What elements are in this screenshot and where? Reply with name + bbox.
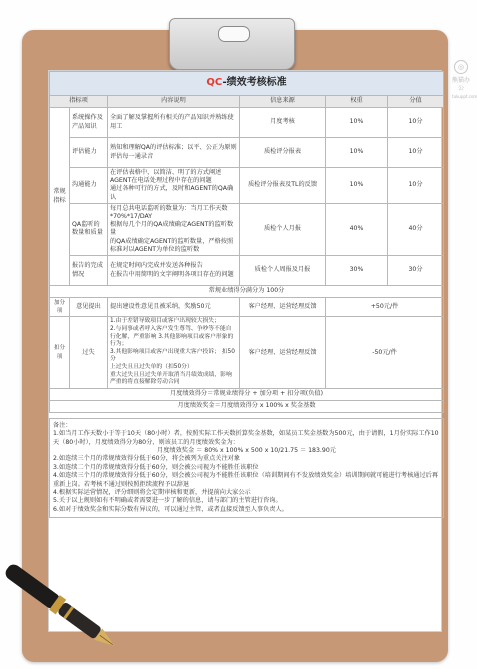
monthly-bonus-formula: 月度绩效奖金＝月度绩效得分 x 100% x 奖金基数 bbox=[50, 400, 444, 412]
fountain-pen-icon bbox=[0, 552, 130, 669]
title-row bbox=[50, 72, 444, 96]
penalty-item: 过失 bbox=[70, 317, 108, 388]
item-cell: QA监听的数量和质量 bbox=[70, 203, 108, 255]
header-weight: 权重 bbox=[326, 96, 388, 108]
item-cell: 系统操作及产品知识 bbox=[70, 108, 108, 138]
notes-cell bbox=[50, 418, 444, 517]
penalty-source: 客户经理、运营经理反馈 bbox=[240, 317, 326, 388]
penalty-value: -50元/件 bbox=[326, 317, 444, 388]
source-cell: 质检个人周报及月报 bbox=[240, 256, 326, 286]
bonus-value: +50元/件 bbox=[326, 298, 444, 317]
notes-row bbox=[50, 418, 444, 517]
score-cell: 30分 bbox=[388, 256, 444, 286]
logo-sub: tukuppt.com bbox=[452, 94, 477, 99]
logo-icon: ◎ bbox=[454, 60, 468, 74]
source-cell: 月度考核 bbox=[240, 108, 326, 138]
watermark-logo bbox=[452, 60, 477, 110]
title-suffix: -绩效考核标准 bbox=[222, 77, 287, 89]
monthly-score-formula: 月度绩效得分＝常规业绩得分 + 加分项 + 扣分项(负值) bbox=[50, 388, 444, 400]
table-row bbox=[50, 138, 444, 168]
desc-cell: 在评估表格中，以简洁、明了的方式阐述AGENT在电话处理过程中存在的问题 通过各种可行的方式，及时和AGENT的QA确认 bbox=[108, 168, 240, 204]
bonus-item: 意见提出 bbox=[70, 298, 108, 317]
source-cell: 质检个人月报 bbox=[240, 203, 326, 255]
document-title bbox=[50, 72, 444, 96]
item-cell: 沟通能力 bbox=[70, 168, 108, 204]
penalty-desc: 1.由于差错导致项目或客户出现较大损失； 2.与同事或者呼入客户发生尊驾、争吵等不能自行化解，严重影响 3.其他影响项目或客户形象的行为； 3.其他影响项目或客户出现重大客户投诉； 扣50分 上过失且且过失单的（扣50分） 重大过失且且过失单开取消当月绩效成绩，影响严重的将直接解除劳动合同 bbox=[108, 317, 240, 388]
desc-cell: 在规定时间内完成并发送各种报告 在报告中用简明的文字阐明各项目存在的问题 bbox=[108, 256, 240, 286]
note-line: 1.如当月工作天数小于等于10天（80小时）者，按照实际工作天数折算奖金基数，如某员工奖金基数为500元，由于请假，1月份实际工作10天（80小时），月度绩效得分为80分，则该员工的月度绩效奖金为： bbox=[53, 430, 439, 446]
document-sheet bbox=[48, 70, 442, 632]
score-cell: 10分 bbox=[388, 168, 444, 204]
clipboard-clip bbox=[169, 18, 295, 70]
penalty-category: 扣分项 bbox=[50, 317, 70, 388]
weight-cell: 10% bbox=[326, 168, 388, 204]
source-cell: 质检评分报表 bbox=[240, 138, 326, 168]
header-source: 信息来源 bbox=[240, 96, 326, 108]
notes-heading: 备注： bbox=[53, 421, 72, 429]
weight-cell: 30% bbox=[326, 256, 388, 286]
weight-cell: 10% bbox=[326, 138, 388, 168]
note-line: 4.根据实际运营情况，评分细则将会定期审核和更新，并提前向大家公示 bbox=[53, 489, 251, 497]
header-desc: 内容说明 bbox=[108, 96, 240, 108]
desc-cell: 熟知和理解QA的评估标准；以平、公正为原则评估每一通录音 bbox=[108, 138, 240, 168]
table-row bbox=[50, 256, 444, 286]
score-cell: 10分 bbox=[388, 138, 444, 168]
category-cell: 常规指标 bbox=[50, 108, 70, 286]
header-item: 指标项 bbox=[50, 96, 108, 108]
bonus-desc: 提出建设性意见且被采纳，奖励50元 bbox=[108, 298, 240, 317]
header-score: 分值 bbox=[388, 96, 444, 108]
bonus-source: 客户经理、运营经理反馈 bbox=[240, 298, 326, 317]
note-line: 3.如连续二个月的常规绩效得分低于60分，则会被公司视为不能胜任该职位 bbox=[53, 463, 259, 471]
formula-row bbox=[50, 400, 444, 412]
header-row bbox=[50, 96, 444, 108]
desc-cell: 每月总共电话监听的数量为：当月工作天数*70%*17/DAY 根据每几个月的QA成绩确定AGENT的监听数量 的QA成绩确定AGENT的监听数量，严格按照标准对以AGENT为单位的监听数 bbox=[108, 203, 240, 255]
perf-formula: 常规业绩得分满分为 100分 bbox=[50, 286, 444, 298]
note-line: 6.如对于绩效奖金和实际分数有异议的，可以通过主管，或者直接反馈至人事负责人。 bbox=[53, 505, 288, 513]
kpi-table bbox=[49, 71, 444, 518]
source-cell: 质检评分报表及TL的反馈 bbox=[240, 168, 326, 204]
note-line: 4.如连续三个月的常规绩效得分低于60分，则会被公司视为不能胜任该职位（培训期间有不发放绩效奖金）培训期间就可能进行考核通过后再重新上岗。若考核不通过则按照拒续流程予以辞退 bbox=[53, 472, 439, 488]
table-row bbox=[50, 168, 444, 204]
weight-cell: 10% bbox=[326, 108, 388, 138]
note-line: 2.如连续三个月的常规绩效得分低于60分，将会被列为重点关注对象 bbox=[53, 455, 241, 463]
table-row bbox=[50, 108, 444, 138]
formula-row bbox=[50, 388, 444, 400]
formula-row bbox=[50, 286, 444, 298]
score-cell: 40分 bbox=[388, 203, 444, 255]
bonus-category: 加分项 bbox=[50, 298, 70, 317]
note-line: 5.关于以上规则如有不明确或者需要进一步了解的信息，请与部门的主管进行咨询。 bbox=[53, 497, 282, 505]
table-row bbox=[50, 203, 444, 255]
desc-cell: 全面了解及掌握所有相关的产品知识并熟练使用工 bbox=[108, 108, 240, 138]
bonus-row bbox=[50, 298, 444, 317]
item-cell: 报告的完成情况 bbox=[70, 256, 108, 286]
logo-text: 熊猫办公 bbox=[452, 77, 471, 92]
weight-cell: 40% bbox=[326, 203, 388, 255]
item-cell: 评估能力 bbox=[70, 138, 108, 168]
penalty-row bbox=[50, 317, 444, 388]
title-prefix: QC bbox=[206, 77, 223, 89]
score-cell: 10分 bbox=[388, 108, 444, 138]
note-line: 月度绩效奖金 ＝ 80% x 100% x 500 x 10/21.75 ＝ 183.90元 bbox=[157, 447, 336, 454]
